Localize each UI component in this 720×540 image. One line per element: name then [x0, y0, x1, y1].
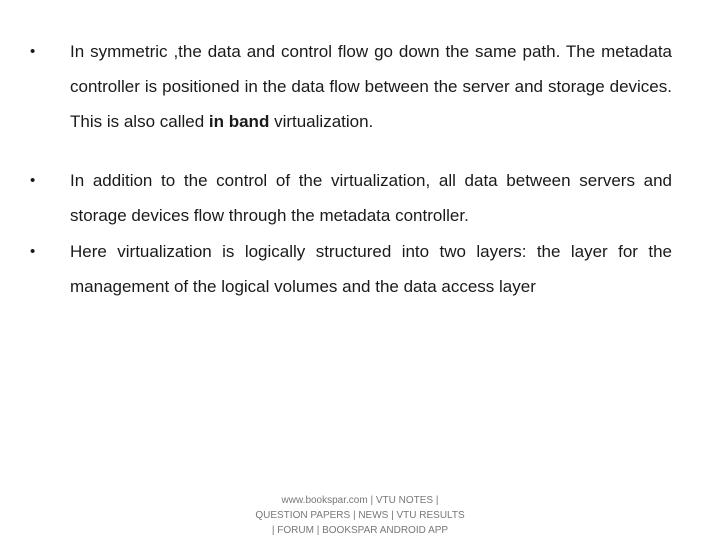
bullet-1-bold-term: in band [208, 112, 270, 131]
footer-line-3: | FORUM | BOOKSPAR ANDROID APP [271, 525, 449, 536]
bullet-icon: • [30, 172, 36, 189]
bullet-item-1 [30, 34, 672, 139]
bullet-list [30, 34, 672, 304]
bullet-1-text: In symmetric ,the data and control flow go down the same path. The metadata controller is positioned in the data flow between the server and storage devices. This is also called [70, 42, 672, 131]
bullet-item-2 [30, 163, 672, 233]
footer-line-2: QUESTION PAPERS | NEWS | VTU RESULTS [255, 510, 465, 521]
footer-credit [240, 493, 480, 538]
bullet-3-text: Here virtualization is logically structured into two layers: the layer for the management of the logical volumes and the data access layer [70, 242, 672, 296]
bullet-item-3 [30, 234, 672, 304]
bullet-icon: • [30, 243, 36, 260]
footer-line-1: www.bookspar.com | VTU NOTES | [281, 495, 439, 506]
bullet-2-text: In addition to the control of the virtualization, all data between servers and storage devices flow through the metadata controller. [70, 171, 672, 225]
bullet-1-text-end: virtualization. [269, 112, 374, 131]
bullet-icon: • [30, 43, 36, 60]
